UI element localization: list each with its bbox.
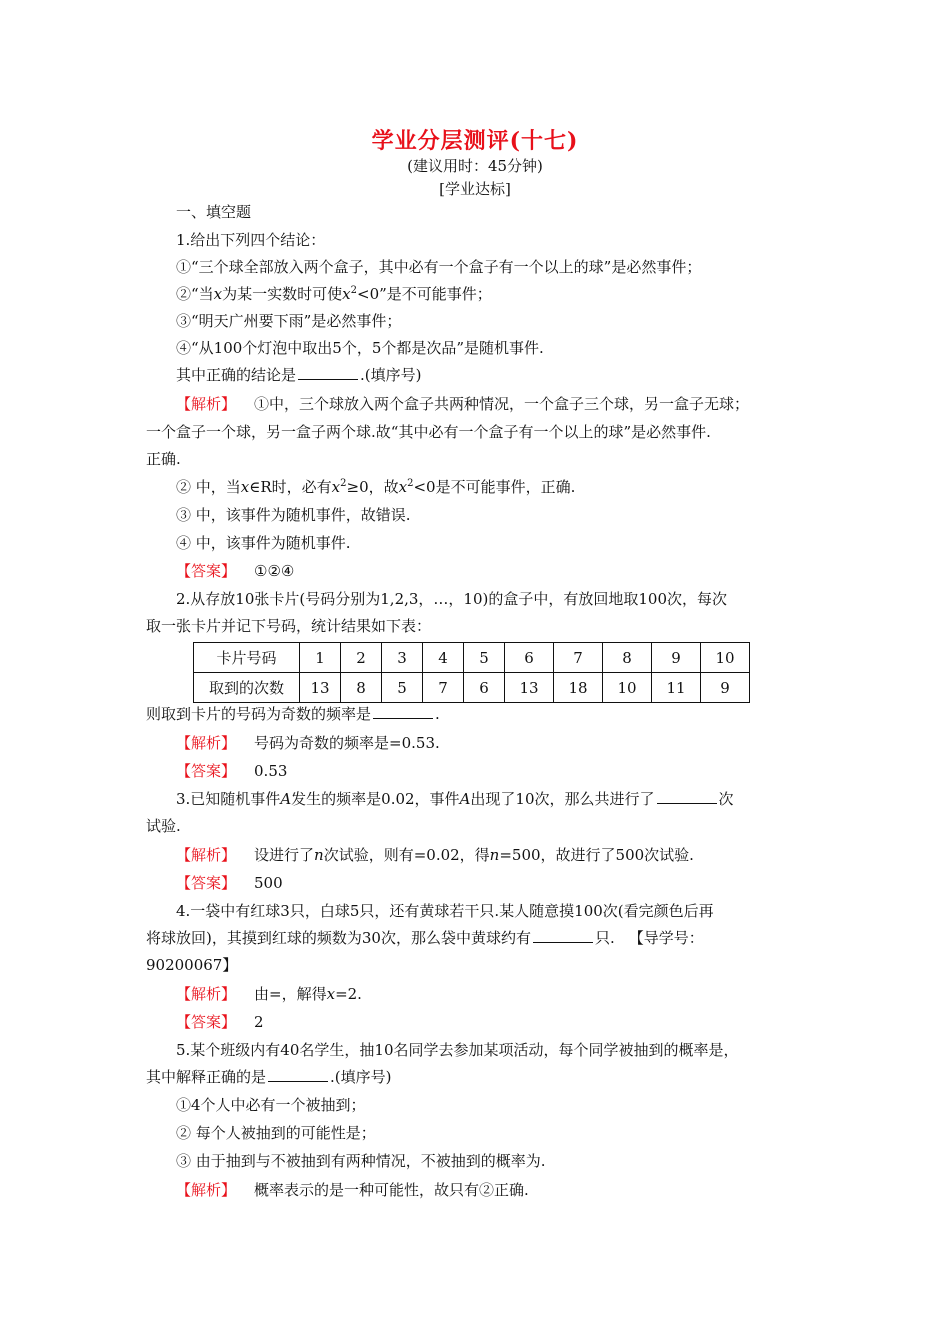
table-cell: 9: [652, 643, 701, 673]
q4-analysis: 【解析】 由=，解得x=2.: [176, 985, 362, 1003]
q2-stem-line-2: 取一张卡片并记下号码，统计结果如下表：: [146, 617, 432, 635]
table-cell: 5: [382, 673, 423, 703]
q5-analysis: 【解析】 概率表示的是一种可能性，故只有②正确.: [176, 1181, 529, 1199]
table-cell: 10: [701, 643, 750, 673]
table-cell: 13: [300, 673, 341, 703]
answer-blank: [657, 789, 717, 804]
table-cell: 2: [341, 643, 382, 673]
answer-tag: 【答案】: [176, 562, 237, 580]
table-row: [194, 673, 750, 703]
table-cell: 1: [300, 643, 341, 673]
analysis-tag: 【解析】: [176, 395, 237, 413]
q3-analysis: 【解析】 设进行了n次试验，则有=0.02，得n=500，故进行了500次试验.: [176, 846, 694, 864]
q4-stem-line-2: 将球放回)，其摸到红球的频数为30次，那么袋中黄球约有 只. 【导学号：: [146, 929, 704, 947]
q4-stem-line-1: 4.一袋中有红球3只，白球5只，还有黄球若干只.某人随意摸100次(看完颜色后再: [176, 902, 714, 920]
q1-analysis-line-5: ③ 中，该事件为随机事件，故错误.: [176, 506, 411, 524]
q3-answer: 【答案】 500: [176, 874, 283, 892]
q1-analysis-line-6: ④ 中，该事件为随机事件.: [176, 534, 351, 552]
q1-analysis-line-4: ② 中，当x∈R时，必有$x^2\ge 0$，故$x^2<0$是不可能事件，正确.: [176, 478, 576, 496]
q2-question: 则取到卡片的号码为奇数的频率是 .: [146, 705, 440, 723]
q1-analysis-line-2: 一个盒子一个球，另一盒子两个球.故“其中必有一个盒子有一个以上的球”是必然事件.: [146, 423, 711, 441]
table-cell: 13: [505, 673, 554, 703]
q5-stem-line-1: 5.某个班级内有40名学生，抽10名同学去参加某项活动，每个同学被抽到的概率是，: [176, 1041, 739, 1059]
table-cell: 18: [554, 673, 603, 703]
table-cell: 8: [341, 673, 382, 703]
time-note: (建议用时：45分钟): [407, 157, 543, 175]
section-label: [学业达标]: [439, 180, 511, 198]
answer-tag: 【答案】: [176, 1013, 237, 1031]
analysis-tag: 【解析】: [176, 1181, 237, 1199]
page-title: 学业分层测评(十七): [371, 128, 579, 154]
part-heading: 一、填空题: [176, 203, 252, 221]
q3-stem-line-1: 3.已知随机事件A发生的频率是0.02，事件A出现了10次，那么共进行了 次: [176, 790, 734, 808]
table-cell: 9: [701, 673, 750, 703]
table-cell: 6: [505, 643, 554, 673]
q1-conclusion-4: ④“从100个灯泡中取出5个，5个都是次品”是随机事件.: [176, 339, 544, 357]
q2-analysis: 【解析】 号码为奇数的频率是=0.53.: [176, 734, 440, 752]
answer-tag: 【答案】: [176, 874, 237, 892]
analysis-tag: 【解析】: [176, 846, 237, 864]
table-row: [194, 643, 750, 673]
analysis-tag: 【解析】: [176, 985, 237, 1003]
table-cell: 7: [423, 673, 464, 703]
q4-answer: 【答案】 2: [176, 1013, 264, 1031]
q1-stem: 1.给出下列四个结论：: [176, 231, 326, 249]
q5-option-1: ①4个人中必有一个被抽到；: [176, 1096, 366, 1114]
answer-blank: [298, 365, 358, 380]
q1-analysis-line-1: 【解析】 ①中，三个球放入两个盒子共两种情况，一个盒子三个球，另一盒子无球；: [176, 395, 750, 413]
answer-blank: [533, 928, 593, 943]
answer-blank: [268, 1067, 328, 1082]
q1-answer: 【答案】 ①②④: [176, 562, 295, 580]
table-cell: 4: [423, 643, 464, 673]
table-cell: 11: [652, 673, 701, 703]
q5-option-2: ② 每个人被抽到的可能性是；: [176, 1124, 376, 1142]
answer-tag: 【答案】: [176, 762, 237, 780]
table-cell: 8: [603, 643, 652, 673]
table-cell: 5: [464, 643, 505, 673]
answer-blank: [373, 704, 433, 719]
q1-question: 其中正确的结论是 .(填序号): [176, 366, 422, 384]
q1-analysis-line-3: 正确.: [146, 450, 181, 468]
q5-option-3: ③ 由于抽到与不被抽到有两种情况，不被抽到的概率为.: [176, 1152, 546, 1170]
q4-stem-line-3: 90200067】: [146, 956, 238, 974]
frequency-table: [193, 642, 750, 703]
q1-conclusion-2: ②“当x为某一实数时可使$x^2<0$”是不可能事件；: [176, 285, 492, 303]
q2-answer: 【答案】 0.53: [176, 762, 288, 780]
analysis-tag: 【解析】: [176, 734, 237, 752]
q3-stem-line-2: 试验.: [146, 817, 181, 835]
q2-stem-line-1: 2.从存放10张卡片(号码分别为1,2,3，…，10)的盒子中，有放回地取100次，每次: [176, 590, 727, 608]
table-cell: 10: [603, 673, 652, 703]
q1-conclusion-1: ①“三个球全部放入两个盒子，其中必有一个盒子有一个以上的球”是必然事件；: [176, 258, 702, 276]
table-row-header: 卡片号码: [194, 643, 300, 673]
table-row-header: 取到的次数: [194, 673, 300, 703]
q5-stem-line-2: 其中解释正确的是 .(填序号): [146, 1068, 392, 1086]
table-cell: 7: [554, 643, 603, 673]
q1-conclusion-3: ③“明天广州要下雨”是必然事件；: [176, 312, 402, 330]
table-cell: 3: [382, 643, 423, 673]
table-cell: 6: [464, 673, 505, 703]
